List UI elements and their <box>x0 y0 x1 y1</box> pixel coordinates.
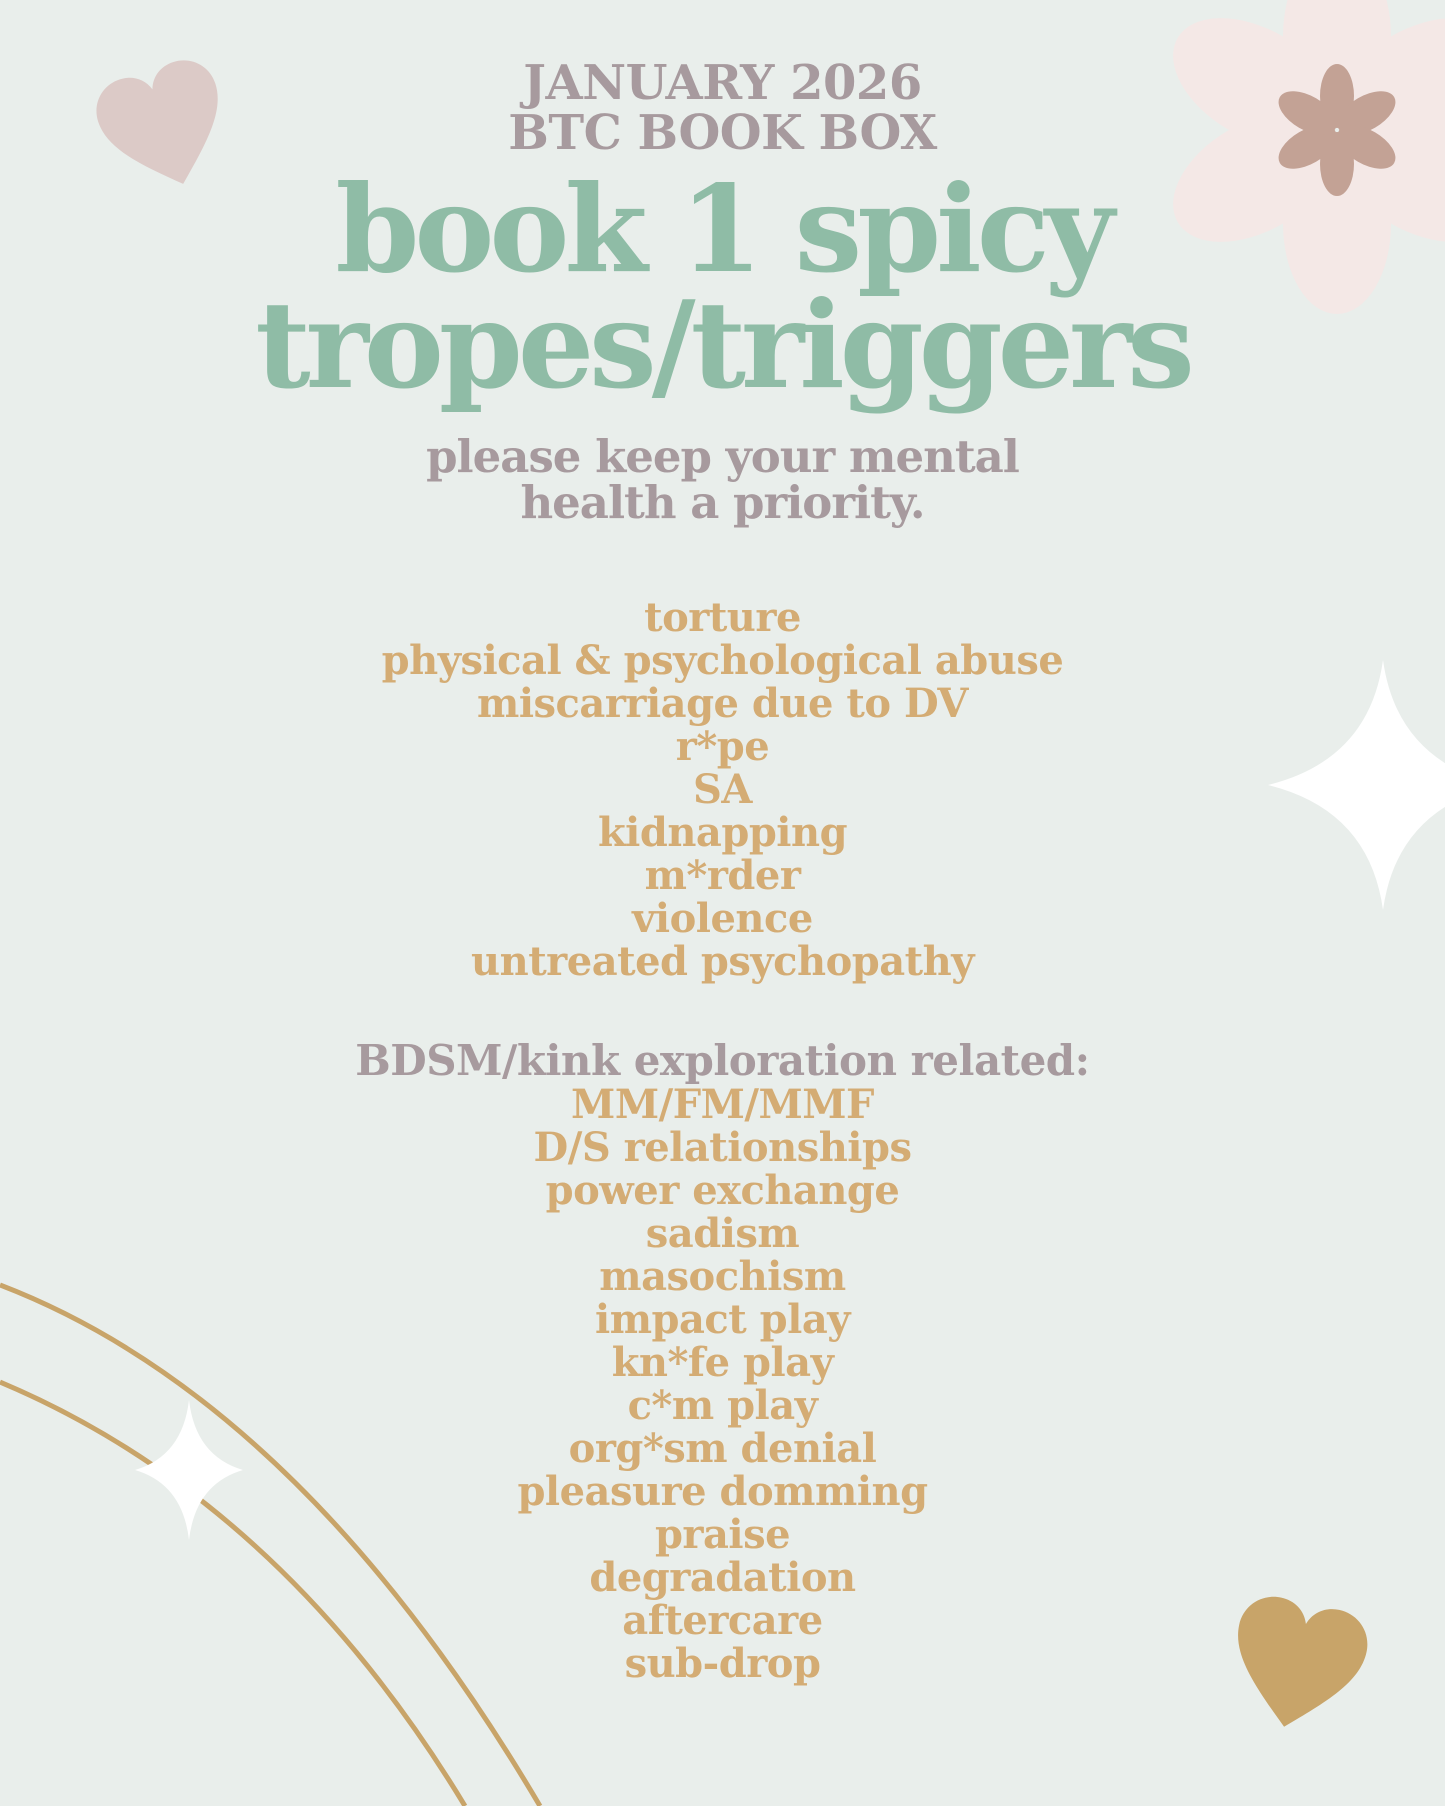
list-item: kn*fe play <box>611 1339 834 1386</box>
list-item: D/S relationships <box>533 1124 912 1171</box>
list-item: m*rder <box>644 852 801 899</box>
subtitle-line2: health a priority. <box>520 476 925 529</box>
list-item: physical & psychological abuse <box>381 637 1064 684</box>
list-item: masochism <box>599 1253 846 1300</box>
list-item: SA <box>693 766 752 813</box>
bdsm-list <box>0 1083 1445 1685</box>
list-item: torture <box>644 594 801 641</box>
list-item: impact play <box>595 1296 850 1343</box>
list-item: pleasure domming <box>517 1468 928 1515</box>
page-title <box>0 159 1445 416</box>
eyebrow-month: JANUARY 2026 <box>523 55 922 111</box>
list-item: miscarriage due to DV <box>477 680 968 727</box>
bdsm-section-heading: BDSM/kink exploration related: <box>355 1036 1090 1085</box>
eyebrow-brand: BTC BOOK BOX <box>508 105 937 161</box>
header <box>0 55 1445 161</box>
page-title-line1: book 1 spicy <box>335 159 1110 300</box>
subtitle-line1: please keep your mental <box>426 430 1019 483</box>
list-item: degradation <box>589 1554 856 1601</box>
list-item: r*pe <box>675 723 770 770</box>
list-item: kidnapping <box>597 809 848 856</box>
list-item: violence <box>632 895 813 942</box>
list-item: c*m play <box>627 1382 818 1429</box>
list-item: power exchange <box>545 1167 900 1214</box>
list-item: praise <box>654 1511 791 1558</box>
list-item: aftercare <box>622 1597 823 1644</box>
list-item: MM/FM/MMF <box>571 1081 874 1128</box>
list-item: org*sm denial <box>568 1425 877 1472</box>
list-item: sadism <box>645 1210 800 1257</box>
page-title-line2: tropes/triggers <box>255 275 1190 416</box>
list-item: sub-drop <box>624 1640 821 1687</box>
content-warnings-list <box>0 596 1445 983</box>
list-item: untreated psychopathy <box>471 938 974 985</box>
subtitle <box>0 430 1445 529</box>
